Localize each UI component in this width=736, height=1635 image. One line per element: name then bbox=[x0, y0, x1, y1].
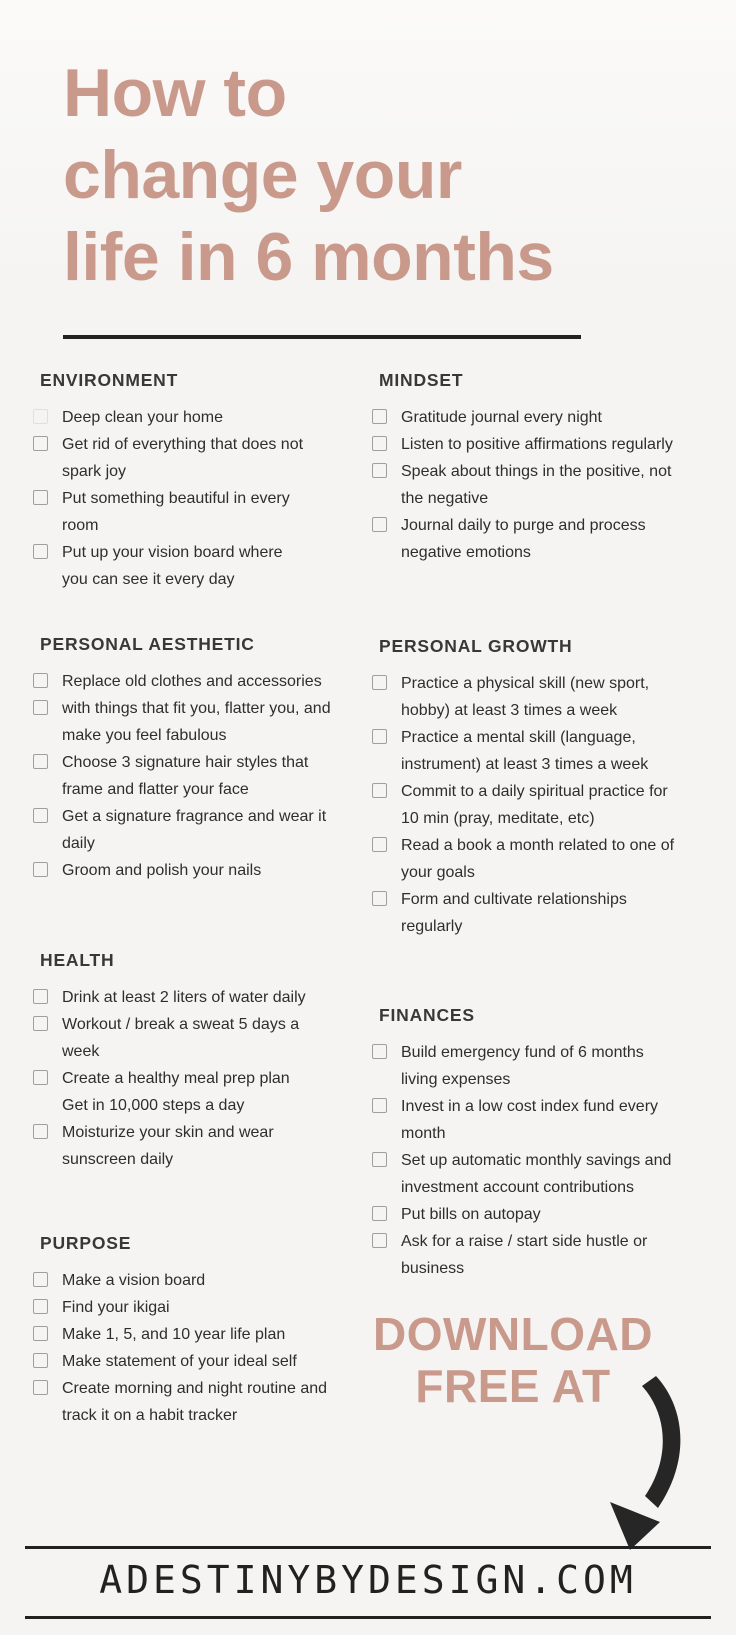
section-health bbox=[33, 950, 363, 1173]
item-text: Make statement of your ideal self bbox=[62, 1353, 297, 1370]
checklist-item bbox=[372, 670, 717, 724]
item-text: Commit to a daily spiritual practice for 10 min (pray, meditate, etc) bbox=[401, 783, 668, 827]
item-text: Practice a physical skill (new sport, hobby) at least 3 times a week bbox=[401, 675, 650, 719]
item-text: Replace old clothes and accessories bbox=[62, 673, 322, 690]
section-personal-growth bbox=[372, 636, 717, 940]
section-heading-mindset: MINDSET bbox=[379, 370, 464, 390]
item-text: Workout / break a sweat 5 days a week bbox=[62, 1016, 300, 1060]
item-text: Make a vision board bbox=[62, 1272, 206, 1289]
checklist-item bbox=[33, 1011, 363, 1065]
checkbox[interactable] bbox=[33, 409, 48, 424]
item-text: Invest in a low cost index fund every month bbox=[401, 1098, 659, 1142]
checkbox[interactable] bbox=[372, 409, 387, 424]
page-title bbox=[63, 52, 554, 298]
checkbox[interactable] bbox=[372, 729, 387, 744]
checklist-item bbox=[33, 803, 363, 857]
arrow-down-icon bbox=[598, 1372, 698, 1552]
checklist-item bbox=[33, 1119, 363, 1173]
item-text: Get in 10,000 steps a day bbox=[62, 1097, 245, 1114]
checkbox[interactable] bbox=[33, 673, 48, 688]
section-heading-environment: ENVIRONMENT bbox=[40, 370, 179, 390]
checklist-item bbox=[33, 431, 363, 485]
item-text: Journal daily to purge and process negative emotions bbox=[401, 517, 646, 561]
download-callout-line-2: FREE AT bbox=[415, 1360, 611, 1412]
checklist-item bbox=[372, 1147, 717, 1201]
item-text: Make 1, 5, and 10 year life plan bbox=[62, 1326, 286, 1343]
section-finances bbox=[372, 1005, 717, 1282]
item-text: Form and cultivate relationships regularly bbox=[401, 891, 627, 935]
item-text: Drink at least 2 liters of water daily bbox=[62, 989, 306, 1006]
title-line-2: change your bbox=[63, 137, 462, 213]
title-line-3: life in 6 months bbox=[63, 219, 554, 295]
checklist-item bbox=[33, 1348, 363, 1375]
checklist-item bbox=[33, 857, 363, 884]
section-heading-personal-growth: PERSONAL GROWTH bbox=[379, 636, 573, 656]
checklist-item bbox=[372, 724, 717, 778]
checklist-item bbox=[33, 404, 363, 431]
checkbox[interactable] bbox=[33, 862, 48, 877]
item-text: Create morning and night routine and track it on a habit tracker bbox=[62, 1380, 328, 1424]
section-heading-personal-aesthetic: PERSONAL AESTHETIC bbox=[40, 634, 255, 654]
title-line-1: How to bbox=[63, 55, 287, 131]
checklist-item bbox=[372, 1039, 717, 1093]
section-environment bbox=[33, 370, 363, 593]
checklist-item bbox=[33, 695, 363, 749]
item-text: Gratitude journal every night bbox=[401, 409, 602, 426]
section-heading-health: HEALTH bbox=[40, 950, 115, 970]
checkbox[interactable] bbox=[372, 1206, 387, 1221]
section-purpose bbox=[33, 1233, 363, 1429]
title-divider bbox=[63, 335, 581, 339]
checkbox[interactable] bbox=[33, 1016, 48, 1031]
checkbox[interactable] bbox=[33, 754, 48, 769]
item-text: Put bills on autopay bbox=[401, 1206, 541, 1223]
checkbox[interactable] bbox=[33, 1299, 48, 1314]
checklist-item bbox=[33, 1294, 363, 1321]
item-text: Deep clean your home bbox=[62, 409, 223, 426]
checkbox[interactable] bbox=[33, 544, 48, 559]
checklist-item bbox=[372, 778, 717, 832]
section-heading-purpose: PURPOSE bbox=[40, 1233, 132, 1253]
footer-divider-bottom bbox=[25, 1616, 711, 1619]
website-url[interactable]: ADESTINYBYDESIGN.COM bbox=[99, 1558, 637, 1602]
checkbox[interactable] bbox=[33, 1326, 48, 1341]
item-text: Choose 3 signature hair styles that frame and flatter your face bbox=[62, 754, 309, 798]
checklist-item bbox=[372, 431, 717, 458]
checkbox[interactable] bbox=[33, 1380, 48, 1395]
item-text: Get a signature fragrance and wear it daily bbox=[62, 808, 327, 852]
item-text: Create a healthy meal prep plan bbox=[62, 1070, 290, 1087]
section-mindset bbox=[372, 370, 717, 566]
checkbox[interactable] bbox=[372, 436, 387, 451]
checkbox[interactable] bbox=[33, 1070, 48, 1085]
checklist-item bbox=[33, 1321, 363, 1348]
item-text: Listen to positive affirmations regularly bbox=[401, 436, 673, 453]
checkbox[interactable] bbox=[372, 463, 387, 478]
checklist-item bbox=[33, 984, 363, 1011]
checkbox[interactable] bbox=[33, 436, 48, 451]
footer-divider-top bbox=[25, 1546, 711, 1549]
checkbox[interactable] bbox=[33, 1124, 48, 1139]
item-text: Put up your vision board where you can see it every day bbox=[62, 544, 283, 588]
checklist-item bbox=[33, 1267, 363, 1294]
item-text: Moisturize your skin and wear sunscreen daily bbox=[62, 1124, 274, 1168]
checkbox[interactable] bbox=[372, 1044, 387, 1059]
checkbox[interactable] bbox=[372, 517, 387, 532]
checkbox[interactable] bbox=[372, 783, 387, 798]
item-text: Build emergency fund of 6 months living expenses bbox=[401, 1044, 644, 1088]
checklist-item bbox=[33, 749, 363, 803]
item-text: Set up automatic monthly savings and investment account contributions bbox=[401, 1152, 672, 1196]
checklist-item bbox=[33, 1065, 363, 1092]
checklist-item bbox=[33, 1375, 363, 1429]
checkbox[interactable] bbox=[372, 675, 387, 690]
checklist-item bbox=[372, 1093, 717, 1147]
checkbox[interactable] bbox=[33, 1272, 48, 1287]
checkbox[interactable] bbox=[33, 700, 48, 715]
section-personal-aesthetic bbox=[33, 634, 363, 884]
checklist-item bbox=[372, 1228, 717, 1282]
checkbox[interactable] bbox=[33, 989, 48, 1004]
item-text: Practice a mental skill (language, instrument) at least 3 times a week bbox=[401, 729, 649, 773]
item-text: Find your ikigai bbox=[62, 1299, 170, 1316]
checkbox[interactable] bbox=[372, 891, 387, 906]
checklist-item bbox=[372, 512, 717, 566]
checkbox[interactable] bbox=[372, 1233, 387, 1248]
item-text: Get rid of everything that does not spark joy bbox=[62, 436, 304, 480]
checklist-item bbox=[33, 485, 363, 539]
checkbox[interactable] bbox=[372, 1152, 387, 1167]
checklist-item bbox=[372, 832, 717, 886]
checkbox[interactable] bbox=[33, 808, 48, 823]
checklist-item bbox=[33, 668, 363, 695]
checkbox[interactable] bbox=[372, 1098, 387, 1113]
checkbox[interactable] bbox=[33, 490, 48, 505]
item-text: with things that fit you, flatter you, and make you feel fabulous bbox=[62, 700, 331, 744]
checkbox[interactable] bbox=[33, 1353, 48, 1368]
item-text: Ask for a raise / start side hustle or business bbox=[401, 1233, 648, 1277]
item-text: Read a book a month related to one of your goals bbox=[401, 837, 675, 881]
download-callout-line-1: DOWNLOAD bbox=[373, 1308, 653, 1360]
checklist-item bbox=[372, 404, 717, 431]
section-heading-finances: FINANCES bbox=[379, 1005, 475, 1025]
checkbox[interactable] bbox=[372, 837, 387, 852]
item-text: Speak about things in the positive, not the negative bbox=[401, 463, 672, 507]
checklist-item bbox=[33, 539, 363, 593]
checklist-item bbox=[372, 886, 717, 940]
item-text: Put something beautiful in every room bbox=[62, 490, 290, 534]
checklist-item bbox=[372, 458, 717, 512]
item-text: Groom and polish your nails bbox=[62, 862, 262, 879]
checklist-item bbox=[372, 1201, 717, 1228]
checklist-item bbox=[33, 1092, 363, 1119]
